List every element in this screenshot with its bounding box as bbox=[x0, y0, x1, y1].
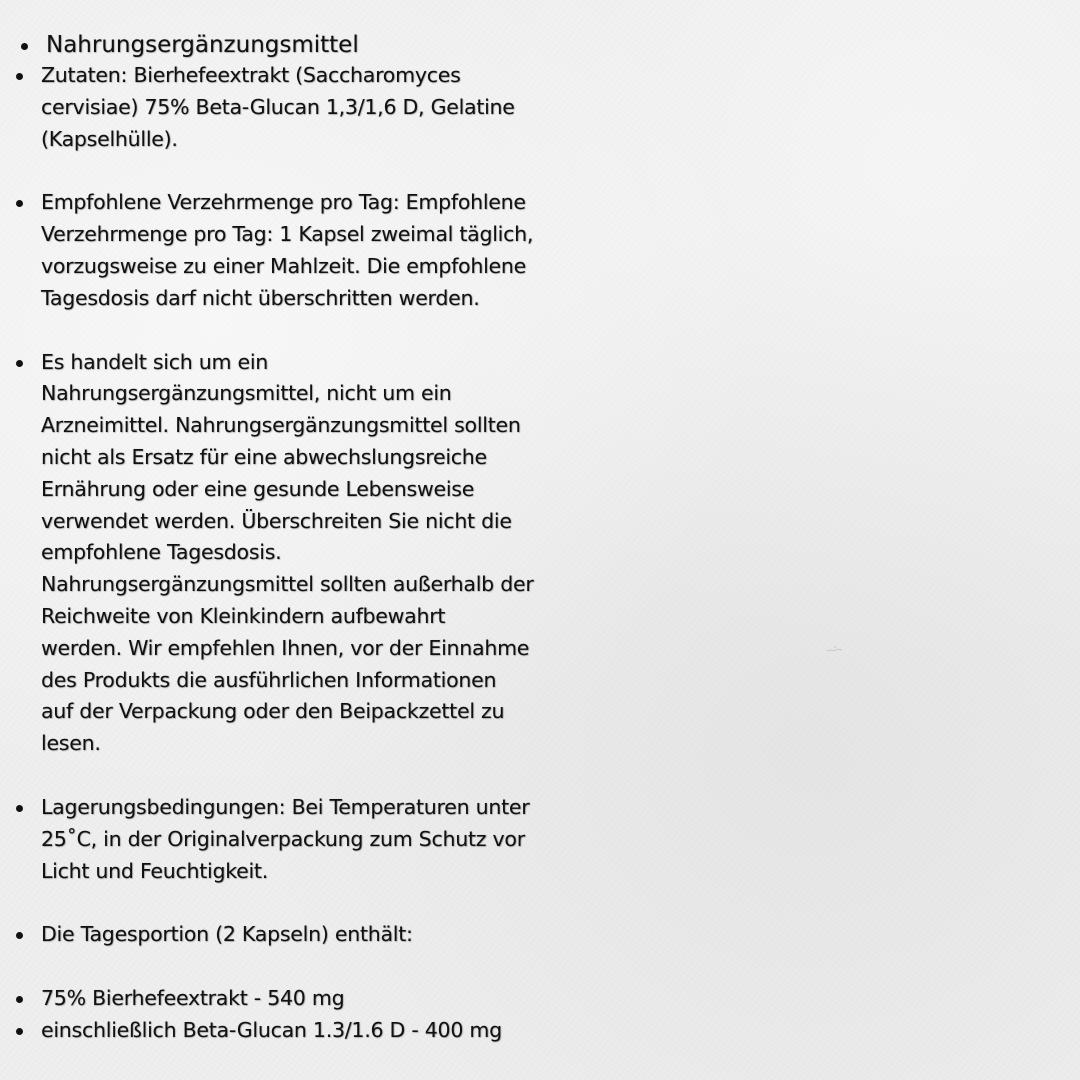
list-item-beta-glucan bbox=[0, 1015, 640, 1047]
text-line: Es handelt sich um ein bbox=[41, 349, 269, 374]
text-line: vorzugsweise zu einer Mahlzeit. Die empfohlene bbox=[41, 253, 527, 278]
list-item-daily-portion bbox=[0, 919, 640, 951]
text-line: Nahrungsergänzungsmittel, nicht um ein bbox=[41, 381, 452, 406]
text-line: Ernährung oder eine gesunde Lebensweise bbox=[41, 476, 475, 501]
text-line: Lagerungsbedingungen: Bei Temperaturen unter bbox=[41, 794, 530, 819]
text-line: lesen. bbox=[41, 731, 101, 756]
text-line: nicht als Ersatz für eine abwechslungsreiche bbox=[41, 444, 487, 469]
text-line: verwendet werden. Überschreiten Sie nicht die bbox=[41, 508, 512, 533]
text-line: cervisiae) 75% Beta-Glucan 1,3/1,6 D, Gelatine bbox=[41, 94, 515, 119]
list-item-dosage bbox=[0, 187, 640, 314]
text-line: einschließlich Beta-Glucan 1.3/1.6 D - 400 mg bbox=[41, 1017, 502, 1042]
text-line: Zutaten: Bierhefeextrakt (Saccharomyces bbox=[41, 63, 461, 87]
document-title: Nahrungsergänzungsmittel bbox=[0, 30, 640, 60]
info-list bbox=[0, 60, 640, 1047]
text-line: des Produkts die ausführlichen Informationen bbox=[41, 667, 497, 692]
text-line: empfohlene Tagesdosis. bbox=[41, 540, 282, 565]
text-line: werden. Wir empfehlen Ihnen, vor der Einnahme bbox=[41, 635, 530, 660]
text-line: Reichweite von Kleinkindern aufbewahrt bbox=[41, 603, 446, 628]
document-body bbox=[0, 30, 640, 1047]
text-line: Arzneimittel. Nahrungsergänzungsmittel sollten bbox=[41, 413, 521, 438]
list-item-ingredients bbox=[0, 60, 640, 155]
text-line: Empfohlene Verzehrmenge pro Tag: Empfohlene bbox=[41, 190, 526, 215]
text-line: Nahrungsergänzungsmittel sollten außerhalb der bbox=[41, 572, 534, 597]
list-item-storage bbox=[0, 792, 640, 887]
paper-speck-decoration bbox=[826, 645, 844, 655]
text-line: Die Tagesportion (2 Kapseln) enthält: bbox=[41, 922, 413, 947]
list-item-yeast-extract bbox=[0, 983, 640, 1015]
text-line: 75% Bierhefeextrakt - 540 mg bbox=[41, 986, 345, 1011]
text-line: Licht und Feuchtigkeit. bbox=[41, 858, 268, 883]
text-line: auf der Verpackung oder den Beipackzettel zu bbox=[41, 699, 505, 724]
list-item-warning bbox=[0, 347, 640, 760]
text-line: Verzehrmenge pro Tag: 1 Kapsel zweimal täglich, bbox=[41, 222, 534, 247]
text-line: Tagesdosis darf nicht überschritten werden. bbox=[41, 285, 480, 310]
text-line: (Kapselhülle). bbox=[41, 126, 178, 151]
text-line: 25˚C, in der Originalverpackung zum Schutz vor bbox=[41, 826, 525, 851]
